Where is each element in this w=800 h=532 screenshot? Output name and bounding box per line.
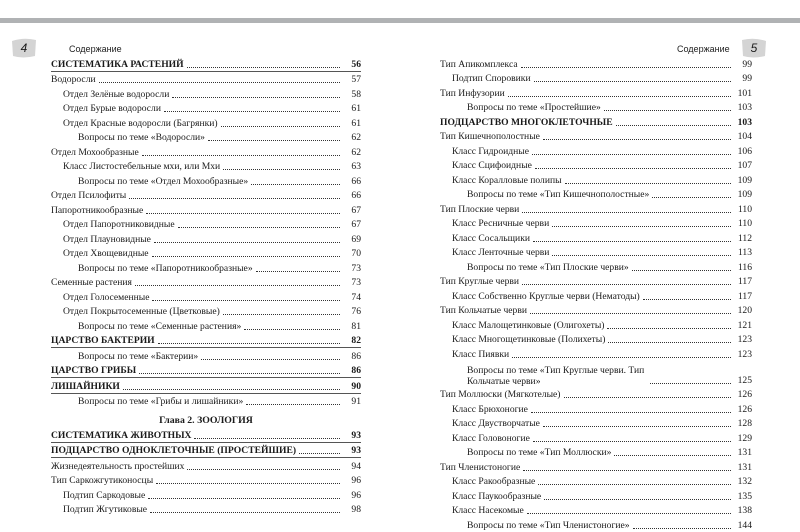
toc-entry-page: 93	[351, 429, 361, 441]
toc-entry-title: Тип Кишечнополостные	[440, 131, 540, 142]
dot-leader	[552, 254, 731, 256]
toc-entry-title: Отдел Хвощевидные	[63, 248, 149, 259]
dot-leader	[123, 388, 340, 390]
toc-entry-page: 123	[737, 334, 752, 345]
toc-entry-page: 81	[351, 320, 361, 332]
toc-entry-title: ЛИШАЙНИКИ	[51, 380, 120, 392]
toc-entry-page: 126	[737, 403, 752, 415]
toc-entry-title: Отдел Голосеменные	[63, 291, 150, 303]
right-page-number: 5	[750, 41, 758, 55]
toc-entry-page: 61	[351, 103, 361, 114]
toc-entry-page: 125	[737, 374, 752, 386]
toc-entry-title: Класс Паукообразные	[452, 490, 542, 502]
toc-entry-page: 113	[737, 247, 752, 258]
toc-entry-page: 73	[351, 277, 361, 288]
toc-entry-title: Тип Инфузории	[440, 87, 505, 99]
dot-leader	[543, 425, 731, 427]
dot-leader	[531, 411, 731, 413]
left-toc-entry	[51, 333, 361, 349]
right-toc-entry	[440, 317, 752, 332]
left-toc-entry	[51, 427, 361, 443]
toc-entry-title: Класс Ресничные черви	[452, 218, 550, 229]
toc-entry-title: Вопросы по теме «Семенные растения»	[78, 320, 242, 332]
toc-entry-title: Папоротникообразные	[51, 204, 144, 216]
dot-leader	[512, 356, 731, 358]
toc-entry-title: Жизнедеятельность простейших	[51, 460, 185, 472]
toc-entry-page: 135	[737, 490, 752, 502]
toc-entry-page: 109	[737, 174, 752, 186]
toc-entry-title: Класс Пиявки	[452, 348, 510, 360]
toc-entry-page: 116	[737, 261, 752, 273]
toc-entry-page: 128	[737, 418, 752, 429]
right-toc-entry	[440, 387, 752, 402]
dot-leader	[135, 284, 340, 286]
toc-entry-page: 57	[351, 74, 361, 85]
toc-entry-title: Вопросы по теме «Тип Членистоногие»	[467, 519, 630, 531]
dot-leader	[178, 226, 340, 228]
toc-entry-title: Класс Собственно Круглые черви (Нематоды)	[452, 290, 640, 302]
toc-entry-page: 103	[737, 116, 752, 128]
toc-entry-page: 62	[351, 132, 361, 143]
right-toc-entry	[440, 114, 752, 129]
left-toc-entry	[51, 502, 361, 517]
dot-leader	[535, 167, 731, 169]
toc-entry-title: Отдел Красные водоросли (Багрянки)	[63, 117, 218, 129]
left-toc-entry	[51, 86, 361, 101]
left-toc-entry	[51, 275, 361, 290]
toc-entry-page: 90	[351, 380, 361, 392]
left-toc-entry	[51, 173, 361, 188]
right-toc-entry	[440, 303, 752, 318]
right-toc-entry	[440, 201, 752, 216]
dot-leader	[532, 153, 731, 155]
toc-entry-title: Класс Малощетинковые (Олигохеты)	[452, 319, 605, 331]
toc-entry-page: 63	[351, 161, 361, 172]
dot-leader	[534, 80, 731, 82]
toc-entry-page: 70	[351, 248, 361, 259]
dot-leader	[643, 298, 731, 300]
toc-entry-page: 61	[351, 117, 361, 129]
dot-leader	[632, 269, 731, 271]
left-toc-entry	[51, 458, 361, 473]
right-toc-entry	[440, 100, 752, 115]
right-toc-entry	[440, 85, 752, 100]
toc-entry-title: Вопросы по теме «Грибы и лишайники»	[78, 396, 244, 407]
toc-entry-title: Класс Двустворчатые	[452, 418, 540, 429]
toc-entry-title: Отдел Псилофиты	[51, 190, 127, 201]
dot-leader	[299, 452, 340, 454]
dot-leader	[530, 312, 731, 314]
left-toc-entry	[51, 144, 361, 159]
right-toc-entry	[440, 361, 752, 387]
toc-entry-title: Вопросы по теме «Водоросли»	[78, 132, 205, 143]
toc-entry-page: 93	[351, 445, 361, 456]
toc-entry-page: 91	[351, 396, 361, 407]
dot-leader	[201, 358, 340, 360]
toc-entry-title: Вопросы по теме «Бактерии»	[78, 350, 199, 362]
toc-entry-title: Вопросы по теме «Папоротникообразные»	[78, 262, 253, 274]
dot-leader	[522, 211, 731, 213]
toc-entry-title: ПОДЦАРСТВО ОДНОКЛЕТОЧНЫЕ (ПРОСТЕЙШИЕ)	[51, 445, 297, 456]
toc-entry-title: Класс Насекомые	[452, 505, 524, 516]
toc-entry-title: Отдел Зелёные водоросли	[63, 88, 170, 100]
left-toc-entry	[51, 130, 361, 145]
toc-entry-title: Отдел Плауновидные	[63, 233, 151, 245]
toc-entry-title: Отдел Покрытосеменные (Цветковые)	[63, 306, 220, 317]
dot-leader	[152, 255, 340, 257]
dot-leader	[164, 110, 340, 112]
right-toc-entry	[440, 332, 752, 347]
dot-leader	[544, 498, 731, 500]
toc-entry-page: 120	[737, 305, 752, 316]
dot-leader	[223, 313, 340, 315]
dot-leader	[256, 270, 340, 272]
left-toc-entry	[51, 473, 361, 488]
toc-entry-title: Отдел Бурые водоросли	[63, 103, 161, 114]
right-toc-entry	[440, 459, 752, 474]
left-toc-entry	[51, 443, 361, 459]
dot-leader	[221, 125, 340, 127]
toc-entry-page: 82	[351, 335, 361, 346]
dot-leader	[142, 154, 340, 156]
toc-entry-title: Класс Многощетинковые (Полихеты)	[452, 334, 606, 345]
left-page-number-badge	[10, 37, 38, 59]
toc-entry-title: Отдел Папоротниковидные	[63, 219, 175, 230]
toc-entry-page: 144	[737, 519, 752, 531]
toc-entry-title: Вопросы по теме «Тип Кишечнополостные»	[467, 189, 650, 200]
right-toc-entry	[440, 488, 752, 503]
toc-entry-title: Класс Брюхоногие	[452, 403, 528, 415]
dot-leader	[533, 440, 731, 442]
toc-entry-page: 96	[351, 475, 361, 486]
right-toc-entry	[440, 503, 752, 518]
right-toc-entry	[440, 230, 752, 245]
dot-leader	[616, 124, 731, 126]
toc-entry-title: Вопросы по теме «Простейшие»	[467, 102, 601, 113]
left-toc-entry	[51, 101, 361, 116]
left-page-title: Содержание	[69, 44, 122, 54]
left-page	[0, 0, 400, 526]
dot-leader	[244, 328, 340, 330]
toc-entry-title: Вопросы по теме «Тип Круглые черви. Тип Кольчатые черви»	[467, 364, 645, 387]
toc-entry-title: СИСТЕМАТИКА ЖИВОТНЫХ	[51, 429, 192, 441]
right-toc-entry	[440, 259, 752, 274]
toc-entry-title: Тип Плоские черви	[440, 203, 520, 215]
dot-leader	[152, 299, 340, 301]
toc-entry-page: 110	[737, 203, 752, 215]
dot-leader	[538, 483, 731, 485]
toc-entry-page: 109	[737, 189, 752, 200]
toc-entry-page: 86	[351, 365, 361, 376]
toc-entry-title: Класс Ракообразные	[452, 476, 536, 487]
toc-entry-page: 131	[737, 461, 752, 473]
left-toc-entry	[51, 363, 361, 379]
dot-leader	[533, 240, 731, 242]
right-page-title: Содержание	[677, 44, 730, 54]
dot-leader	[607, 327, 731, 329]
toc-entry-title: Класс Ленточные черви	[452, 247, 550, 258]
dot-leader	[633, 527, 731, 529]
right-toc-entry	[440, 288, 752, 303]
toc-entry-title: ЦАРСТВО БАКТЕРИИ	[51, 335, 155, 346]
right-toc-entry	[440, 274, 752, 289]
toc-entry-title: Тип Моллюски (Мягкотелые)	[440, 389, 561, 400]
right-toc-entry	[440, 245, 752, 260]
left-toc-entry	[51, 246, 361, 261]
left-page-number: 4	[20, 41, 28, 55]
left-toc	[51, 56, 361, 516]
toc-entry-title: Тип Членистоногие	[440, 461, 521, 473]
left-toc-entry	[51, 348, 361, 363]
right-toc-entry	[440, 129, 752, 144]
dot-leader	[522, 283, 731, 285]
toc-entry-title: ЦАРСТВО ГРИБЫ	[51, 365, 137, 376]
dot-leader	[552, 225, 731, 227]
left-toc-entry	[51, 318, 361, 333]
toc-entry-page: 132	[737, 476, 752, 487]
toc-entry-page: 86	[351, 350, 361, 362]
toc-entry-page: 99	[742, 73, 752, 84]
dot-leader	[187, 66, 340, 68]
toc-entry-title: Подтип Жгутиковые	[63, 504, 148, 515]
left-toc-entry	[51, 378, 361, 394]
toc-entry-title: Тип Саркожгутиконосцы	[51, 475, 154, 486]
right-toc-entry	[440, 474, 752, 489]
right-toc-entry	[440, 517, 752, 532]
right-toc-entry	[440, 56, 752, 71]
toc-entry-title: ПОДЦАРСТВО МНОГОКЛЕТОЧНЫЕ	[440, 116, 613, 128]
toc-entry-page: 121	[737, 319, 752, 331]
toc-entry-title: Отдел Мохообразные	[51, 146, 139, 158]
dot-leader	[608, 341, 731, 343]
toc-entry-page: 106	[737, 145, 752, 157]
dot-leader	[129, 197, 340, 199]
left-toc-entry	[51, 217, 361, 232]
toc-entry-page: 104	[737, 131, 752, 142]
dot-leader	[99, 81, 340, 83]
toc-entry-page: 94	[351, 460, 361, 472]
toc-entry-page: 117	[737, 290, 752, 302]
toc-entry-page: 129	[737, 432, 752, 444]
toc-entry-page: 58	[351, 88, 361, 100]
dot-leader	[208, 139, 340, 141]
right-toc-entry	[440, 143, 752, 158]
toc-entry-title: Вопросы по теме «Тип Моллюски»	[467, 447, 612, 458]
left-toc-entry	[51, 304, 361, 319]
left-toc-entry	[51, 188, 361, 203]
toc-entry-page: 107	[737, 160, 752, 171]
toc-entry-title: Семенные растения	[51, 277, 132, 288]
left-toc-entry	[51, 394, 361, 409]
left-toc-entry	[51, 56, 361, 72]
dot-leader	[527, 512, 731, 514]
toc-entry-page: 123	[737, 348, 752, 360]
left-toc-entry	[51, 115, 361, 130]
left-chapter-heading: Глава 2. ЗООЛОГИЯ	[159, 415, 253, 426]
toc-entry-page: 98	[351, 504, 361, 515]
toc-entry-title: Подтип Споровики	[452, 73, 531, 84]
right-toc-entry	[440, 216, 752, 231]
toc-entry-page: 69	[351, 233, 361, 245]
right-toc-entry	[440, 430, 752, 445]
toc-entry-page: 99	[742, 58, 752, 70]
toc-entry-page: 126	[737, 389, 752, 400]
dot-leader	[148, 497, 340, 499]
dot-leader	[150, 511, 340, 513]
left-toc-entry	[51, 289, 361, 304]
right-page	[400, 0, 800, 531]
right-toc-entry	[440, 158, 752, 173]
toc-entry-title: Водоросли	[51, 74, 96, 85]
dot-leader	[565, 182, 731, 184]
right-toc	[440, 56, 752, 532]
toc-entry-page: 66	[351, 190, 361, 201]
toc-entry-page: 117	[737, 276, 752, 287]
toc-entry-title: Класс Сцифоидные	[452, 160, 532, 171]
toc-entry-title: Тип Круглые черви	[440, 276, 520, 287]
right-toc-entry	[440, 71, 752, 86]
left-toc-entry	[51, 487, 361, 502]
dot-leader	[156, 482, 340, 484]
toc-entry-page: 56	[351, 58, 361, 70]
toc-entry-title: Вопросы по теме «Отдел Мохообразные»	[78, 175, 249, 187]
left-toc-entry	[51, 231, 361, 246]
toc-entry-page: 103	[737, 102, 752, 113]
dot-leader	[223, 168, 340, 170]
toc-entry-title: Тип Апикомплекса	[440, 58, 518, 70]
toc-entry-title: СИСТЕМАТИКА РАСТЕНИЙ	[51, 58, 184, 70]
toc-entry-title: Класс Головоногие	[452, 432, 530, 444]
dot-leader	[523, 469, 731, 471]
left-margin-line	[39, 58, 40, 526]
toc-entry-page: 74	[351, 291, 361, 303]
left-toc-entry	[51, 260, 361, 275]
toc-entry-page: 101	[737, 87, 752, 99]
toc-entry-title: Класс Коралловые полипы	[452, 174, 562, 186]
dot-leader	[564, 396, 732, 398]
toc-entry-page: 96	[351, 489, 361, 501]
toc-entry-page: 62	[351, 146, 361, 158]
dot-leader	[146, 212, 340, 214]
dot-leader	[650, 382, 731, 384]
dot-leader	[614, 454, 731, 456]
right-toc-entry	[440, 401, 752, 416]
toc-entry-page: 112	[737, 232, 752, 244]
left-toc-entry	[51, 159, 361, 174]
dot-leader	[172, 96, 340, 98]
toc-entry-page: 73	[351, 262, 361, 274]
dot-leader	[251, 183, 340, 185]
left-toc-entry	[51, 202, 361, 217]
toc-entry-page: 138	[737, 505, 752, 516]
toc-entry-page: 76	[351, 306, 361, 317]
right-toc-entry	[440, 187, 752, 202]
toc-entry-page: 67	[351, 219, 361, 230]
toc-entry-title: Класс Листостебельные мхи, или Мхи	[63, 161, 221, 172]
dot-leader	[194, 437, 340, 439]
dot-leader	[543, 138, 731, 140]
toc-entry-title: Класс Гидроидные	[452, 145, 530, 157]
dot-leader	[508, 95, 731, 97]
toc-entry-page: 66	[351, 175, 361, 187]
dot-leader	[521, 66, 731, 68]
dot-leader	[246, 403, 340, 405]
dot-leader	[604, 109, 731, 111]
right-toc-entry	[440, 346, 752, 361]
dot-leader	[158, 342, 340, 344]
right-toc-entry	[440, 172, 752, 187]
dot-leader	[187, 468, 340, 470]
dot-leader	[652, 196, 731, 198]
right-toc-entry	[440, 445, 752, 460]
dot-leader	[139, 372, 340, 374]
left-toc-entry	[51, 72, 361, 87]
toc-entry-page: 131	[737, 447, 752, 458]
toc-entry-page: 110	[737, 218, 752, 229]
toc-entry-title: Тип Кольчатые черви	[440, 305, 527, 316]
toc-entry-title: Вопросы по теме «Тип Плоские черви»	[467, 261, 629, 273]
toc-entry-page: 67	[351, 204, 361, 216]
toc-entry-title: Класс Сосальщики	[452, 232, 530, 244]
dot-leader	[154, 241, 340, 243]
toc-entry-title: Подтип Саркодовые	[63, 489, 146, 501]
right-toc-entry	[440, 416, 752, 431]
